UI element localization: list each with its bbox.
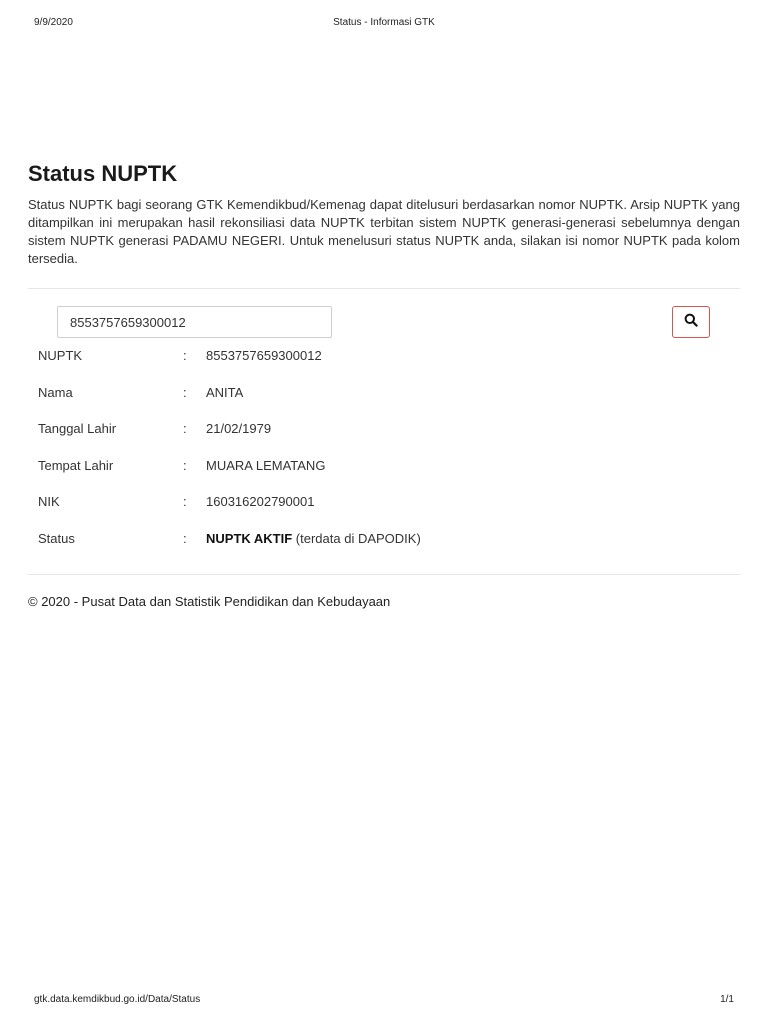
print-url: gtk.data.kemdikbud.go.id/Data/Status xyxy=(34,994,201,1005)
search-icon xyxy=(684,313,698,332)
detail-label: Tempat Lahir xyxy=(38,457,114,473)
status-badge: NUPTK AKTIF xyxy=(206,530,293,546)
detail-label: Tanggal Lahir xyxy=(38,421,117,436)
detail-colon: : xyxy=(183,384,187,400)
detail-row-tempat-lahir xyxy=(38,448,738,485)
search-row xyxy=(28,306,740,338)
search-button[interactable] xyxy=(672,306,710,338)
print-date: 9/9/2020 xyxy=(34,17,73,28)
status-note: (terdata di DAPODIK) xyxy=(292,530,421,546)
divider-top xyxy=(28,288,740,289)
detail-row-nik xyxy=(38,484,738,521)
detail-colon: : xyxy=(183,348,187,363)
nuptk-detail-table xyxy=(38,338,738,557)
print-page-title: Status - Informasi GTK xyxy=(333,17,435,28)
detail-row-tanggal-lahir xyxy=(38,411,738,448)
detail-label: Status xyxy=(38,530,75,546)
intro-text: Status NUPTK bagi seorang GTK Kemendikbud/Kemenag dapat ditelusuri berdasarkan nomor NUPTK. Arsip NUPTK yang ditampilkan ini merupakan hasil rekonsiliasi data NUPTK terbitan sistem NUPTK generasi-generasi sebelumnya dengan sistem NUPTK generasi PADAMU NEGERI. Untuk menelusuri status NUPTK anda, silakan isi nomor NUPTK pada kolom tersedia. xyxy=(28,197,740,266)
detail-label: Nama xyxy=(38,384,73,400)
print-header xyxy=(34,17,734,31)
detail-colon: : xyxy=(183,457,187,473)
detail-colon: : xyxy=(183,530,187,546)
detail-value: 21/02/1979 xyxy=(206,421,272,436)
detail-label: NIK xyxy=(38,494,60,509)
status-value xyxy=(206,531,421,546)
detail-value: 8553757659300012 xyxy=(206,348,322,363)
print-page-count: 1/1 xyxy=(720,994,734,1005)
nuptk-search-input[interactable] xyxy=(57,306,332,338)
detail-value: ANITA xyxy=(206,384,244,400)
detail-row-nama xyxy=(38,375,738,412)
detail-label: NUPTK xyxy=(38,348,83,363)
detail-value: MUARA LEMATANG xyxy=(206,457,326,473)
page-title: Status NUPTK xyxy=(28,161,178,186)
divider-bottom xyxy=(28,574,740,575)
detail-value: 160316202790001 xyxy=(206,494,315,509)
detail-row-nuptk xyxy=(38,338,738,375)
detail-row-status xyxy=(38,521,738,558)
print-footer xyxy=(34,994,734,1008)
detail-colon: : xyxy=(183,494,187,509)
copyright-text: © 2020 - Pusat Data dan Statistik Pendidikan dan Kebudayaan xyxy=(28,594,391,609)
main-content xyxy=(28,160,740,609)
detail-colon: : xyxy=(183,421,187,436)
